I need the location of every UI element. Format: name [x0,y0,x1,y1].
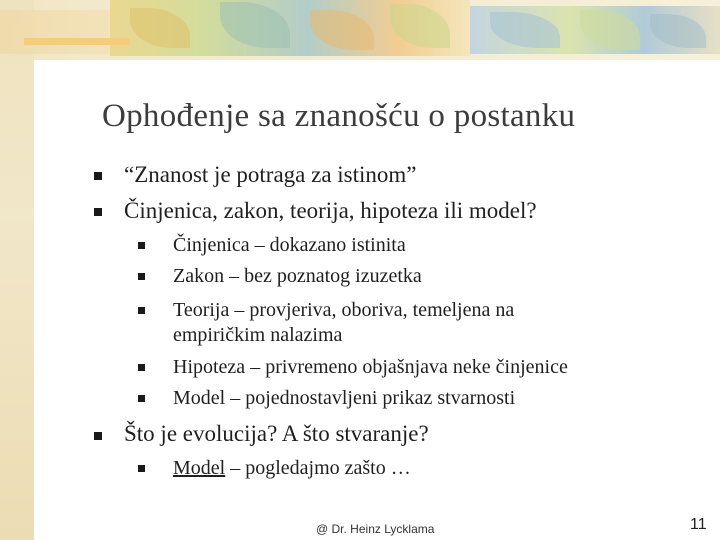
decorative-leaf-image-right [470,6,720,54]
sub-bullet-text-continuation: empiričkim nalazima [173,324,343,346]
sub-bullet-square-icon [138,307,145,314]
decorative-leaf-image-left [0,10,110,54]
sub-bullet-text: Zakon – bez poznatog izuzetka [173,265,422,287]
decorative-accent-stripe [24,38,130,45]
footer-author: @ Dr. Heinz Lycklama [316,522,435,536]
sub-bullet-text: Hipoteza – privremeno objašnjava neke činjenice [173,356,568,378]
bullet-square-icon [94,208,102,216]
sub-bullet-square-icon [138,395,145,402]
slide-title: Ophođenje sa znanošću o postanku [102,98,576,134]
bullet-text: Činjenica, zakon, teorija, hipoteza ili model? [124,198,537,223]
sub-bullet-text: Teorija – provjeriva, oboriva, temeljena na [173,299,515,321]
sub-bullet-square-icon [138,465,145,472]
sub-bullet-text-rest: – pogledajmo zašto … [225,457,411,479]
sub-bullet-square-icon [138,364,145,371]
sub-bullet-square-icon [138,273,145,280]
sub-bullet-text: Model – pojednostavljeni prikaz stvarnosti [173,387,516,409]
sub-bullet-text: Činjenica – dokazano istinita [173,234,406,256]
decorative-left-margin [0,0,34,540]
bullet-square-icon [94,172,102,180]
slide-number: 11 [690,516,707,533]
model-link[interactable]: Model [173,457,226,479]
sub-bullet-square-icon [138,242,145,249]
bullet-text: “Znanost je potraga za istinom” [124,162,417,187]
sub-bullet-text [173,455,411,481]
decorative-leaf-image-center [110,0,470,56]
bullet-text: Što je evolucija? A što stvaranje? [124,421,429,446]
bullet-square-icon [94,432,102,440]
